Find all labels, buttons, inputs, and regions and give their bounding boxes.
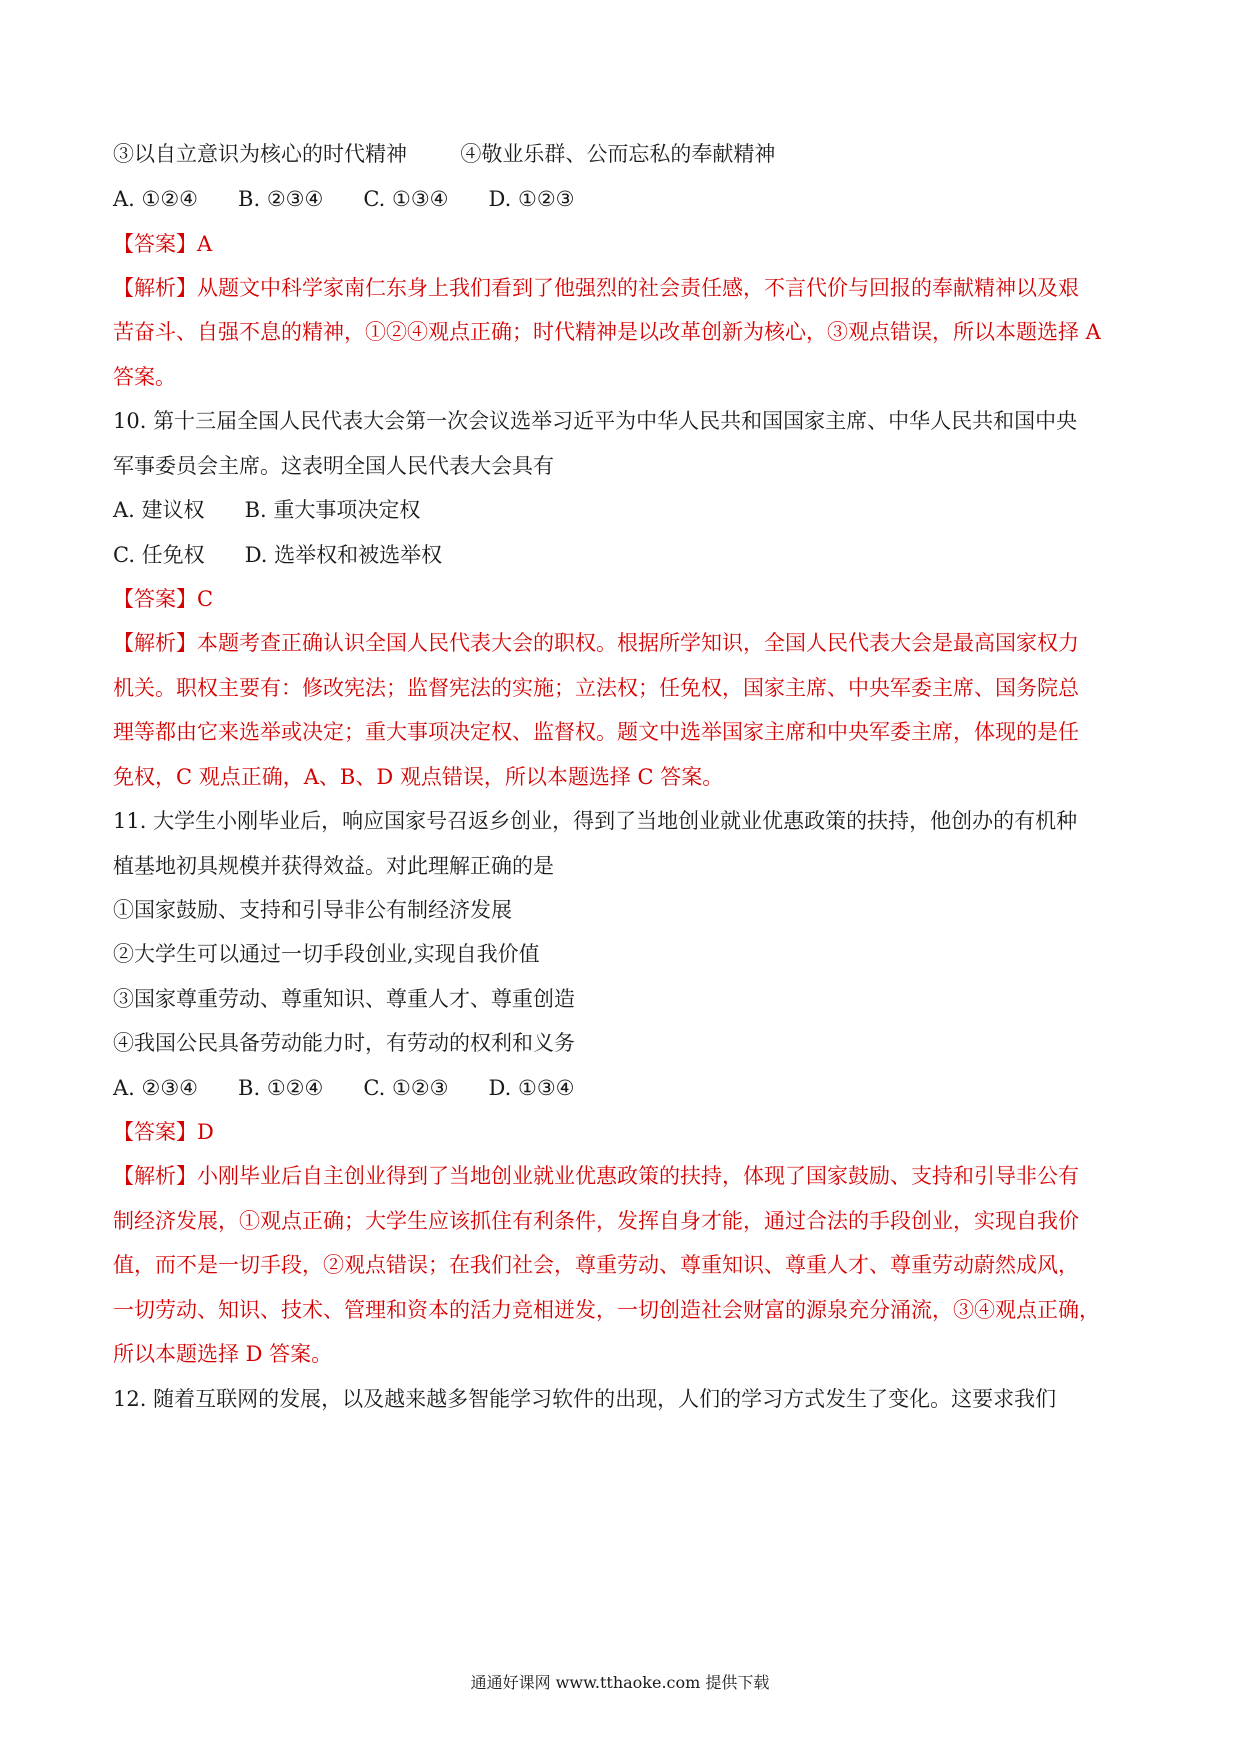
question-10-choices: C. 任免权 D. 选举权和被选举权	[113, 543, 443, 567]
question-12-stem: 12. 随着互联网的发展，以及越来越多智能学习软件的出现，人们的学习方式发生了变化。这要求我们	[113, 1387, 1057, 1411]
question-10-analysis-line	[113, 629, 1079, 657]
question-10-analysis-line: 免权，C 观点正确，A、B、D 观点错误，所以本题选择 C 答案。	[113, 765, 724, 789]
question-11-statement: ④我国公民具备劳动能力时，有劳动的权利和义务	[113, 1031, 575, 1055]
question-11-analysis-line: 制经济发展，①观点正确；大学生应该抓住有利条件，发挥自身才能，通过合法的手段创业，实现自我价	[113, 1209, 1079, 1233]
question-9-option-line: ③以自立意识为核心的时代精神 ④敬业乐群、公而忘私的奉献精神	[113, 142, 776, 166]
question-11-answer	[113, 1118, 214, 1146]
question-10-choices: A. 建议权 B. 重大事项决定权	[113, 498, 421, 522]
page-footer: 通通好课网 www.tthaoke.com 提供下载	[470, 1673, 770, 1692]
question-9-choices: A. ①②④ B. ②③④ C. ①③④ D. ①②③	[113, 187, 575, 211]
question-10-analysis-line: 机关。职权主要有：修改宪法；监督宪法的实施；立法权；任免权，国家主席、中央军委主席、国务院总	[113, 676, 1079, 700]
answer-value: C	[197, 587, 214, 611]
answer-value: A	[197, 232, 213, 256]
question-11-analysis-line: 一切劳动、知识、技术、管理和资本的活力竞相迸发，一切创造社会财富的源泉充分涌流，③④观点正确，	[113, 1298, 1100, 1322]
question-11-statement: ②大学生可以通过一切手段创业,实现自我价值	[113, 942, 540, 966]
question-11-choices: A. ②③④ B. ①②④ C. ①②③ D. ①③④	[113, 1076, 575, 1100]
question-9-analysis-line: 苦奋斗、自强不息的精神，①②④观点正确；时代精神是以改革创新为核心，③观点错误，所以本题选择 A	[113, 320, 1101, 344]
question-9-analysis-line	[113, 274, 1079, 302]
question-11-analysis-line: 值，而不是一切手段，②观点错误；在我们社会，尊重劳动、尊重知识、尊重人才、尊重劳动蔚然成风，	[113, 1253, 1079, 1277]
question-11-stem: 11. 大学生小刚毕业后，响应国家号召返乡创业，得到了当地创业就业优惠政策的扶持，他创办的有机种	[113, 809, 1078, 833]
answer-tag: 【答案】	[113, 232, 197, 256]
question-11-analysis-line: 所以本题选择 D 答案。	[113, 1342, 333, 1366]
analysis-tag: 【解析】	[113, 276, 197, 300]
question-10-stem: 军事委员会主席。这表明全国人民代表大会具有	[113, 454, 554, 478]
question-10-analysis-line: 理等都由它来选举或决定；重大事项决定权、监督权。题文中选举国家主席和中央军委主席，体现的是任	[113, 720, 1079, 744]
answer-tag: 【答案】	[113, 587, 197, 611]
question-10-stem: 10. 第十三届全国人民代表大会第一次会议选举习近平为中华人民共和国国家主席、中华人民共和国中央	[113, 409, 1078, 433]
analysis-text: 从题文中科学家南仁东身上我们看到了他强烈的社会责任感，不言代价与回报的奉献精神以及艰	[197, 276, 1079, 300]
analysis-tag: 【解析】	[113, 1164, 197, 1188]
question-10-answer	[113, 585, 213, 613]
question-11-statement: ①国家鼓励、支持和引导非公有制经济发展	[113, 898, 512, 922]
answer-tag: 【答案】	[113, 1120, 197, 1144]
analysis-tag: 【解析】	[113, 631, 197, 655]
analysis-text: 本题考查正确认识全国人民代表大会的职权。根据所学知识，全国人民代表大会是最高国家权力	[197, 631, 1079, 655]
analysis-text: 小刚毕业后自主创业得到了当地创业就业优惠政策的扶持，体现了国家鼓励、支持和引导非公有	[197, 1164, 1079, 1188]
question-9-analysis-line: 答案。	[113, 365, 176, 389]
question-11-stem: 植基地初具规模并获得效益。对此理解正确的是	[113, 854, 554, 878]
question-11-statement: ③国家尊重劳动、尊重知识、尊重人才、尊重创造	[113, 987, 575, 1011]
question-11-analysis-line	[113, 1162, 1079, 1190]
question-9-answer	[113, 230, 212, 258]
answer-value: D	[197, 1120, 214, 1144]
